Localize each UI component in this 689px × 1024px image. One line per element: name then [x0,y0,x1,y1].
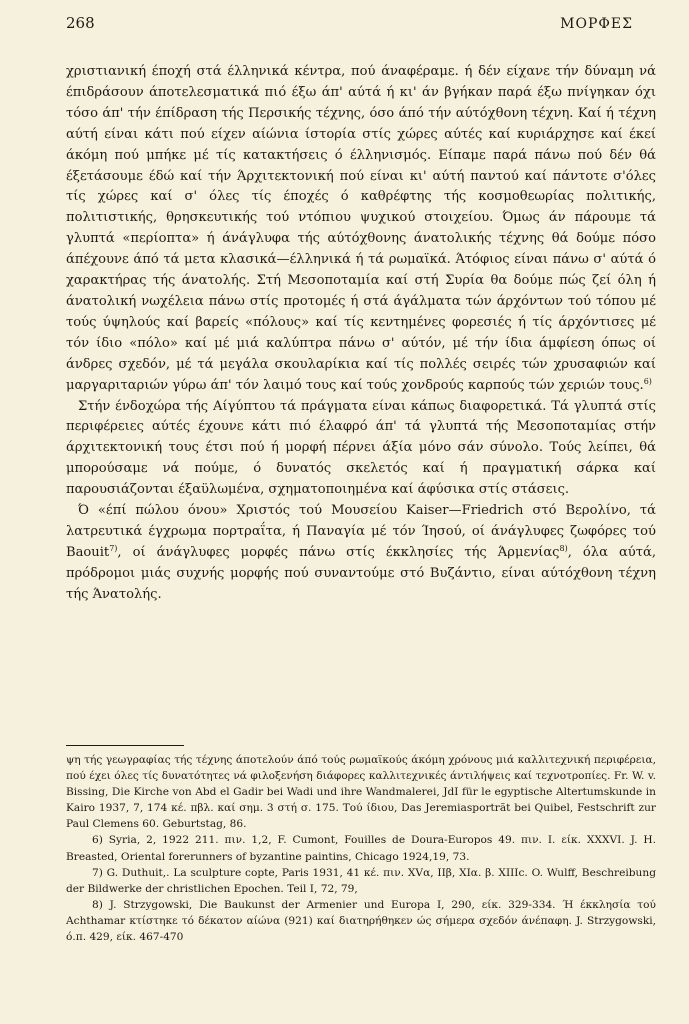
page-number: 268 [66,14,95,32]
footnote-separator [66,745,184,746]
footnote-8: 8) J. Strzygowski, Die Baukunst der Armenier und Europa I, 290, είκ. 329-334. Ή έκκλησία τού Achthamar κτίστηκε τό δέκατον αίώνα (921) καί διατηρήθηκεν ώς σήμερα σχεδόν άνέπαφη. J. Strzygowski, ό.π. 429, είκ. 467-470 [66,898,656,944]
paragraph-1 [66,62,656,397]
footnote-7: 7) G. Duthuit,. La sculpture copte, Paris 1931, 41 κέ. πιν. XVα, IIβ, XIα. β. XIIIc. O. Wulff, Beschreibung der Bildwerke der christlichen Epochen. Teil I, 72, 79, [66,866,656,895]
paragraph-3: Ό «έπί πώλου όνου» Χριστός τού Μουσείου Kaiser—Friedrich στό Βερολίνο, τά λατρευτικά έγχρωμα πορτραΐτα, ή Παναγία μέ τόν Ίησού, οί άνάγλυφες ζωφόρες τού Baouit$^{7)}$, οί άνάγλυφες μορφές πάνω στίς έκκλησίες τής Άρμενίας$^{8)}$, όλα αύτά, πρόδρομοι μιάς συχνής μορφής πού συναντούμε στό Βυζάντιο, είναι αύτόχθονη τέχνη τής Άνατολής. [66,503,657,602]
page-header [66,14,633,36]
paragraph-2: Στήν ένδοχώρα τής Αίγύπτου τά πράγματα είναι κάπως διαφορετικά. Τά γλυπτά στίς περιφέρειες αύτές έχουνε κάτι πιό έλαφρό άπ' τά γλυπτά τής Μεσοποταμίας στήν άρχιτεκτονική τους έτσι πού ή μορφή πέρνει άξία μόνο σάν σύνολο. Τούς λείπει, θά μπορούσαμε νά πούμε, ό δυνατός σκελετός καί ή πραγματική σάρκα καί παρουσιάζονται έξαϋλωμένα, σχηματοποιημένα καί άφύσικα στίς στάσεις. [66,398,656,498]
footnote-ref-6: 6) [643,376,652,386]
footnote-ref-7: 7) [109,543,118,553]
footnotes [66,752,656,945]
running-title: ΜΟΡΦΕΣ [560,16,633,32]
footnote-ref-8: 8) [559,543,568,553]
paragraph-1-text: χριστιανική έποχή στά έλληνικά κέντρα, πού άναφέραμε. ή δέν είχανε τήν δύναμη νά έπιδράσουν άποτελεσματικά πιό έξω άπ' αύτά ή κι' άν βγήκαν παρά έξω πνίγηκαν όχι τόσο άπ' τήν έπίδραση τής Περσικής τέχνης, όσο άπό τήν αύτόχθονη τέχνη. Καί ή τέχνη αύτή είναι κάτι πού είχεν αίώνια ίστορία στίς χώρες αύτές καί κυριάρχησε καί έκεί άκόμη πού μπήκε μέ τίς κατακτήσεις ό έλληνισμός. Είπαμε παρά πάνω πού δέν θά έξετάσουμε έδώ καί τήν Άρχιτεκτονική πού είναι κι' αύτή παντού καί πάντοτε σ'όλες τίς χώρες καί σ' όλες τίς έποχές ό καθρέφτης τής κοσμοθεωρίας πολιτικής, πολιτιστικής, θρησκευτικής τού ντόπιου ψυχικού στοιχείου. Όμως άν πάρουμε τά γλυπτά «περίοπτα» ή άνάγλυφα τής αύτόχθονης άνατολικής τέχνης θά δούμε πόσο άπέχουνε άπό τά μετα κλασικά—έλληνικά ή τά ρωμαϊκά. Άτόφιος είναι πάνω σ' αύτά ό χαρακτήρας τής άνατολής. Στή Μεσοποταμία καί στή Συρία θα δούμε πώς ζεί όλη ή άνατολική νωχέλεια πάνω στίς προτομές ή στά άγάλματα τών άρχόντων τού τόπου μέ τούς ύψηλούς καί βαρείς «πόλους» καί τίς κεντημένες φορεσιές ή τίς άρχόντισες μέ τόν ίδιο «πόλο» καί μέ μιά καλύπτρα πάνω σ' αύτόν, μέ τήν ίδια άμφίεση όπως οί άνδρες σχεδόν, μέ τά μεγάλα σκουλαρίκια καί τίς πολλές σειρές τών χρυσαφιών καί μαργαριταριών γύρω άπ' τόν λαιμό τους καί τούς χονδρούς καρπούς τών χεριών τους. [66,64,656,393]
footnote-continued: ψη τής γεωγραφίας τής τέχνης άποτελούν άπό τούς ρωμαϊκούς άκόμη χρόνους μιά καλλιτεχνική περιφέρεια, πού έχει όλες τίς δυνατότητες νά φιλοξενήση διάφορες καλλιτεχνικές άντιλήψεις καί τεχνοτροπίες. Fr. W. v. Bissing, Die Kirche von Abd el Gadir bei Wadi und ihre Wandmalerei, JdI für le egyptische Altertumskunde in Kairo 1937, 7, 174 κέ. πβλ. καί σημ. 3 στή σ. 175. Τού ίδιου, Das Jeremiasportrãt bei Quibel, Festschrift zur Paul Clemens 60. Geburtstag, 86. [66,754,656,831]
main-text [66,62,656,606]
footnote-6: 6) Syria, 2, 1922 211. πιν. 1,2, F. Cumont, Fouilles de Doura-Europos 49. πιν. I. είκ. XXXVI. J. H. Breasted, Oriental forerunners of byzantine paintins, Chicago 1924,19, 73. [66,834,656,863]
